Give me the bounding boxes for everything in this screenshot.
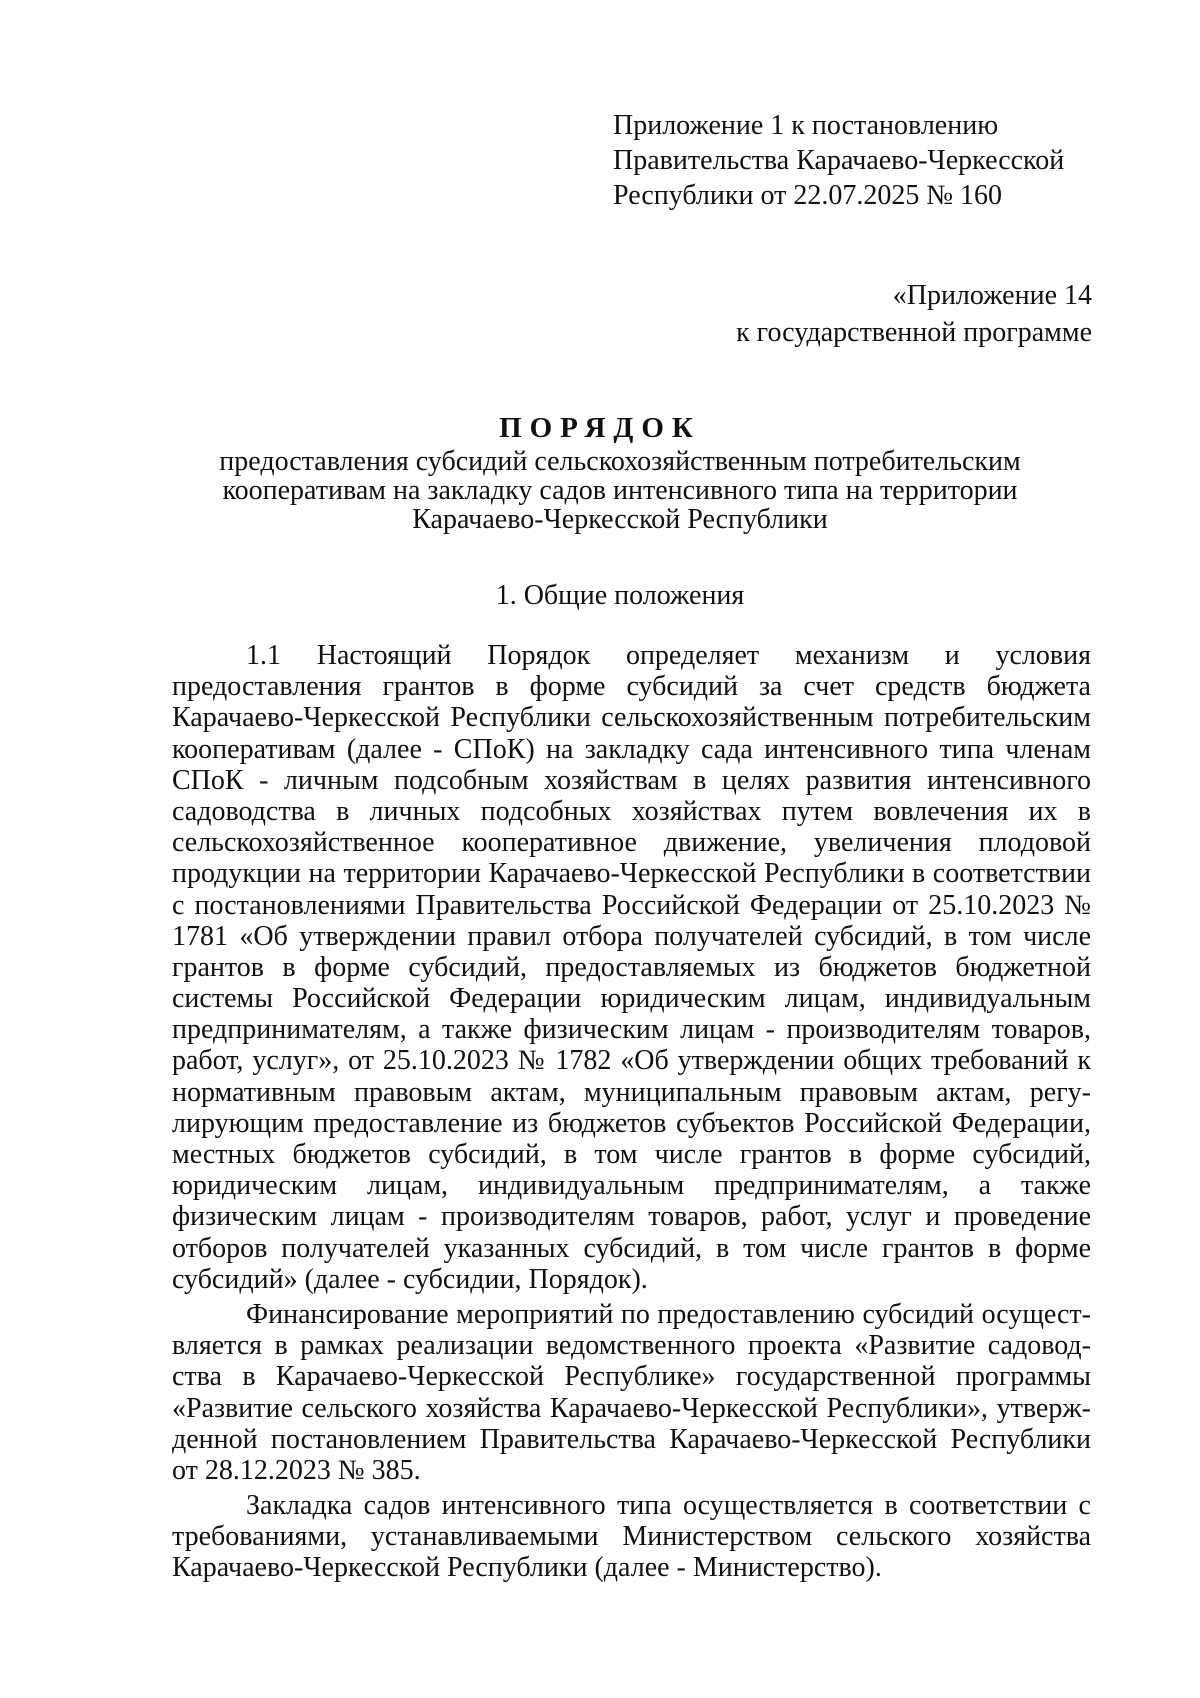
paragraph-line: предоставления грантов в форме субсидий за счет средств бюджета — [172, 671, 1091, 703]
paragraph-line: предпринимателям, а также физическим лицам - производителям товаров, — [172, 1014, 1091, 1046]
paragraph — [172, 1299, 1091, 1486]
paragraph-line: 1781 «Об утверждении правил отбора получателей субсидий, в том числе — [172, 920, 1091, 952]
paragraph-line: физическим лицам - производителям товаров, работ, услуг и проведение — [172, 1201, 1091, 1233]
paragraph-line: «Развитие сельского хозяйства Карачаево-Черкесской Республики», утверж- — [172, 1392, 1091, 1424]
paragraph-line: денной постановлением Правительства Карачаево-Черкесской Республики — [172, 1423, 1091, 1455]
paragraph-line: грантов в форме субсидий, предоставляемых из бюджетов бюджетной — [172, 951, 1091, 983]
paragraph-line: юридическим лицам, индивидуальным предпринимателям, а также — [172, 1170, 1091, 1202]
paragraph-line: Карачаево-Черкесской Республики сельскохозяйственным потребительским — [172, 702, 1091, 734]
document-subtitle — [200, 447, 1040, 534]
paragraph-line: Финансирование мероприятий по предоставлению субсидий осущест- — [246, 1298, 1091, 1330]
paragraph-line: местных бюджетов субсидий, в том числе грантов в форме субсидий, — [172, 1139, 1091, 1170]
appendix-line: Правительства Карачаево-Черкесской — [613, 145, 1065, 176]
body-text — [172, 640, 1091, 1584]
paragraph-line: нормативным правовым актам, муниципальным правовым актам, регу- — [172, 1076, 1091, 1108]
subtitle-line: кооперативам на закладку садов интенсивного типа на территории — [222, 475, 1018, 506]
program-appendix-line: к государственной программе — [736, 317, 1092, 348]
paragraph-line: лирующим предоставление из бюджетов субъектов Российской Федерации, — [172, 1107, 1091, 1139]
paragraph-line: требованиями, устанавливаемыми Министерством сельского хозяйства — [172, 1521, 1091, 1553]
paragraph-line: от 28.12.2023 № 385. — [172, 1454, 421, 1486]
paragraph-line: СПоК - личным подсобным хозяйствам в целях развития интенсивного — [172, 764, 1091, 796]
paragraph-line: кооперативам (далее - СПоК) на закладку сада интенсивного типа членам — [172, 733, 1091, 765]
appendix-line: Приложение 1 к постановлению — [613, 110, 999, 141]
paragraph-line: с постановлениями Правительства Российской Федерации от 25.10.2023 № — [172, 889, 1091, 921]
paragraph-line: Закладка садов интенсивного типа осуществляется в соответствии с — [246, 1490, 1091, 1522]
document-title: ПОРЯДОК — [499, 412, 701, 444]
paragraph-line: сельскохозяйственное кооперативное движение, увеличения плодовой — [172, 827, 1091, 859]
section-heading: 1. Общие положения — [495, 580, 745, 611]
appendix-line: Республики от 22.07.2025 № 160 — [613, 180, 1003, 211]
paragraph-line: отборов получателей указанных субсидий, в том числе грантов в форме — [172, 1232, 1091, 1264]
paragraph-line: субсидий» (далее - субсидии, Порядок). — [172, 1263, 648, 1295]
paragraph-line: работ, услуг», от 25.10.2023 № 1782 «Об утверждении общих требований к — [172, 1045, 1091, 1077]
paragraph-line: вляется в рамках реализации ведомственного проекта «Развитие садовод- — [172, 1330, 1091, 1362]
paragraph-line: продукции на территории Карачаево-Черкесской Республики в соответствии — [172, 858, 1091, 890]
paragraph-line: 1.1 Настоящий Порядок определяет механизм и условия — [246, 640, 1091, 671]
paragraph-line: системы Российской Федерации юридическим лицам, индивидуальным — [172, 983, 1091, 1015]
paragraph-line: Карачаево-Черкесской Республики (далее - Министерство). — [172, 1552, 882, 1584]
program-appendix-reference — [736, 277, 1092, 351]
subtitle-line: Карачаево-Черкесской Республики — [412, 504, 828, 535]
appendix-reference — [613, 108, 1064, 213]
program-appendix-line: «Приложение 14 — [892, 280, 1092, 311]
paragraph-line: ства в Карачаево-Черкесской Республике» государственной программы — [172, 1361, 1091, 1393]
paragraph — [172, 1490, 1091, 1584]
paragraph-line: садоводства в личных подсобных хозяйствах путем вовлечения их в — [172, 795, 1091, 827]
subtitle-line: предоставления субсидий сельскохозяйственным потребительским — [219, 446, 1021, 477]
paragraph — [172, 640, 1091, 1295]
